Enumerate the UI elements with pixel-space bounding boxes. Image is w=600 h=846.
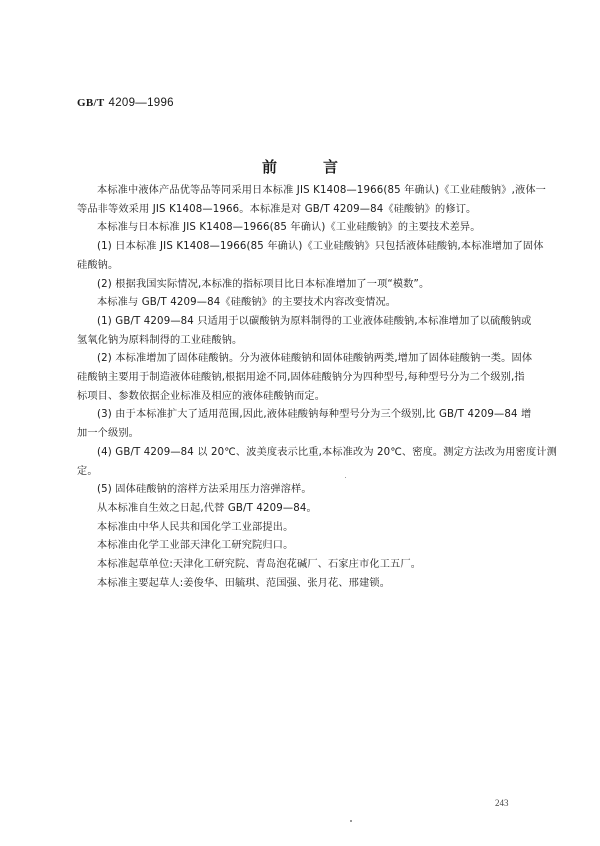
text-line: (2) 根据我国实际情况,本标准的指标项目比日本标准增加了一项“模数”。 (97, 278, 430, 290)
text-line: 硅酸钠主要用于制造液体硅酸钠,根据用途不同,固体硅酸钠分为四种型号,每种型号分为二个级别,指 (77, 372, 525, 384)
text-line: 本标准与 GB/T 4209—84《硅酸钠》的主要技术内容改变情况。 (97, 297, 397, 309)
text-line: (1) 日本标准 JIS K1408—1966(85 年确认)《工业硅酸钠》只包括液体硅酸钠,本标准增加了固体 (97, 241, 544, 253)
standard-code (77, 97, 174, 109)
text-line: 标项目、参数依据企业标准及相应的液体硅酸钠而定。 (77, 390, 326, 402)
text-line: 加一个级别。 (77, 428, 140, 440)
text-line: (1) GB/T 4209—84 只适用于以碳酸钠为原料制得的工业液体硅酸钠,本标准增加了以硫酸钠或 (97, 315, 532, 327)
text-line: (2) 本标准增加了固体硅酸钠。分为液体硅酸钠和固体硅酸钠两类,增加了固体硅酸钠一类。固体 (97, 353, 533, 365)
page-title (0, 156, 600, 177)
text-line: 本标准由中华人民共和国化学工业部提出。 (97, 521, 294, 533)
page-number: 243 (495, 798, 509, 808)
text-line: 从本标准自生效之日起,代替 GB/T 4209—84。 (97, 502, 317, 514)
text-line: 氢氧化钠为原料制得的工业硅酸钠。 (77, 334, 243, 346)
text-line: 定。 (77, 465, 98, 477)
title-char-1: 前 (261, 158, 277, 176)
text-line: 本标准主要起草人:姜俊华、田毓琪、范国强、张月花、邢建锁。 (97, 577, 391, 589)
text-line: 本标准中液体产品优等品等同采用日本标准 JIS K1408—1966(85 年确认)《工业硅酸钠》,液体一 (97, 185, 547, 196)
text-line: 硅酸钠。 (77, 259, 119, 271)
text-line: (3) 由于本标准扩大了适用范围,因此,液体硅酸钠每种型号分为三个级别,比 GB/T 4209—84 增 (97, 409, 532, 421)
text-line: 本标准由化学工业部天津化工研究院归口。 (97, 540, 294, 552)
foreword-body (77, 182, 567, 593)
text-line: 本标准起草单位:天津化工研究院、青岛泡花碱厂、石家庄市化工五厂。 (97, 559, 422, 571)
standard-prefix: GB/T (77, 97, 105, 109)
title-char-2: 言 (323, 158, 339, 176)
text-line: (5) 固体硅酸钠的溶样方法采用压力溶弹溶样。 (97, 484, 312, 496)
standard-number: 4209—1996 (108, 97, 174, 109)
text-line: 等品非等效采用 JIS K1408—1966。本标准是对 GB/T 4209—84《硅酸钠》的修订。 (77, 203, 477, 215)
scan-speck (345, 477, 346, 478)
text-line: 本标准与日本标准 JIS K1408—1966(85 年确认)《工业硅酸钠》的主要技术差异。 (97, 222, 481, 234)
text-line: (4) GB/T 4209—84 以 20℃、波美度表示比重,本标准改为 20℃、密度。测定方法改为用密度计测 (97, 446, 557, 458)
scan-speck (350, 820, 352, 822)
